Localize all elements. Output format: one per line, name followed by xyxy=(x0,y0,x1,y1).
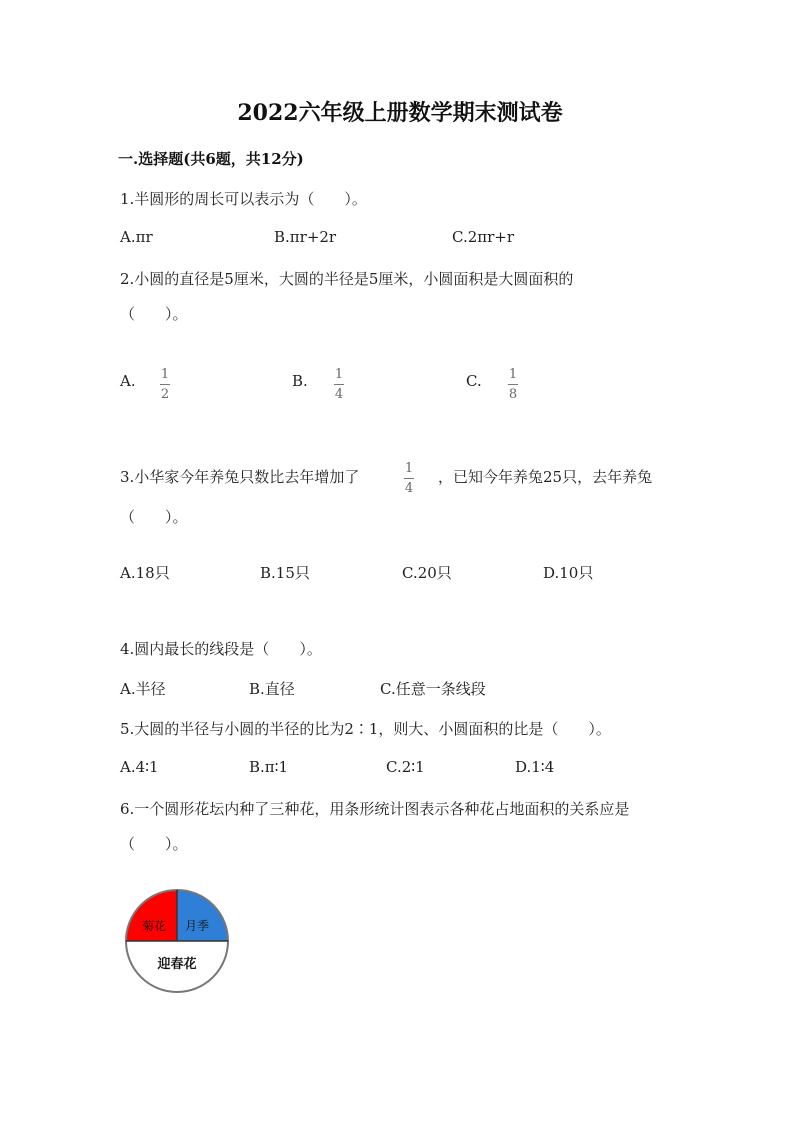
question-3-option-c: C.20只 xyxy=(402,564,452,582)
question-2-option-a-fraction xyxy=(160,368,170,401)
question-5-option-c: C.2∶1 xyxy=(386,758,425,776)
question-1-option-a: A.πr xyxy=(120,228,153,246)
question-1-stem: 1.半圆形的周长可以表示为（ ）。 xyxy=(120,190,367,208)
question-4-option-a: A.半径 xyxy=(120,680,166,698)
page-title: 2022六年级上册数学期末测试卷 xyxy=(237,100,563,126)
rose-label: 月季 xyxy=(184,919,210,933)
question-2-stem-line-1: 2.小圆的直径是5厘米，大圆的半径是5厘米，小圆面积是大圆面积的 xyxy=(120,270,574,288)
question-2-stem-line-2: （ ）。 xyxy=(120,305,188,323)
chrysanthemum-label: 菊花 xyxy=(141,919,167,933)
fraction-numerator: 1 xyxy=(508,367,518,382)
question-4-stem: 4.圆内最长的线段是（ ）。 xyxy=(120,640,322,658)
section-heading: 一.选择题(共6题，共12分) xyxy=(118,150,304,168)
question-3-fraction xyxy=(404,462,414,495)
question-6-stem-line-2: （ ）。 xyxy=(120,835,188,853)
fraction-numerator: 1 xyxy=(160,367,170,382)
fraction-denominator: 2 xyxy=(160,387,170,402)
fraction-bar xyxy=(508,384,518,385)
question-1-option-c: C.2πr+r xyxy=(452,228,515,246)
question-1-option-b: B.πr+2r xyxy=(274,228,337,246)
fraction-numerator: 1 xyxy=(334,367,344,382)
question-2-option-b-fraction xyxy=(334,368,344,401)
question-3-stem-line-2: （ ）。 xyxy=(120,508,188,526)
question-3-stem-before: 3.小华家今年养兔只数比去年增加了 xyxy=(120,468,360,486)
fraction-bar xyxy=(160,384,170,385)
fraction-denominator: 4 xyxy=(404,481,414,496)
question-2-option-c-label: C. xyxy=(466,372,482,390)
question-5-option-a: A.4∶1 xyxy=(120,758,159,776)
question-5-option-b: B.π∶1 xyxy=(249,758,289,776)
question-3-option-b: B.15只 xyxy=(260,564,310,582)
question-5-option-d: D.1∶4 xyxy=(515,758,555,776)
question-2-option-b-label: B. xyxy=(292,372,308,390)
fraction-denominator: 4 xyxy=(334,387,344,402)
question-2-option-c-fraction xyxy=(508,368,518,401)
question-6-stem-line-1: 6.一个圆形花坛内种了三种花，用条形统计图表示各种花占地面积的关系应是 xyxy=(120,800,630,818)
question-2-option-a-label: A. xyxy=(120,372,136,390)
fraction-bar xyxy=(404,478,414,479)
question-5-stem: 5.大圆的半径与小圆的半径的比为2∶1，则大、小圆面积的比是（ ）。 xyxy=(120,720,611,738)
question-3-option-a: A.18只 xyxy=(120,564,170,582)
fraction-bar xyxy=(334,384,344,385)
question-4-option-c: C.任意一条线段 xyxy=(380,680,486,698)
question-4-option-b: B.直径 xyxy=(249,680,295,698)
flower-bed-circle-diagram xyxy=(118,882,236,1000)
question-3-option-d: D.10只 xyxy=(543,564,594,582)
fraction-denominator: 8 xyxy=(508,387,518,402)
fraction-numerator: 1 xyxy=(404,461,414,476)
question-3-stem-after: ，已知今年养兔25只，去年养兔 xyxy=(438,468,653,486)
jasmine-label: 迎春花 xyxy=(157,957,197,972)
